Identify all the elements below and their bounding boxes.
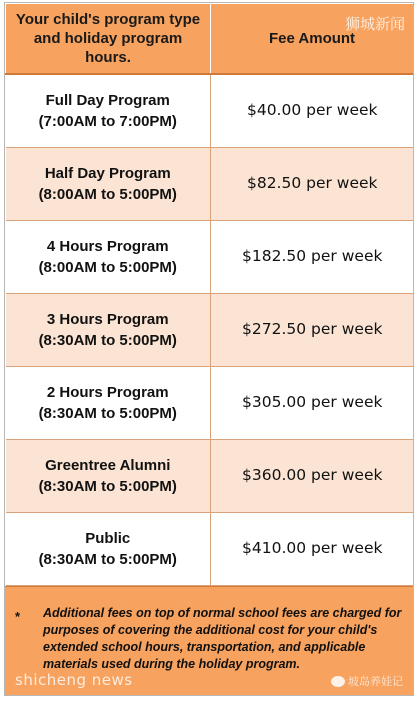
header-fee-amount: Fee Amount (211, 4, 414, 75)
table-row (6, 293, 414, 366)
program-name: Full Day Program (45, 91, 170, 109)
program-name: Public (85, 529, 131, 547)
table-row (6, 439, 414, 512)
program-hours: (8:00AM to 5:00PM) (38, 185, 177, 203)
fee-amount: $182.50 per week (242, 247, 383, 265)
fee-cell (211, 293, 414, 366)
wechat-icon (331, 676, 345, 687)
table-row (6, 512, 414, 585)
program-name: 2 Hours Program (46, 383, 169, 401)
program-cell (6, 512, 211, 585)
table-row (6, 74, 414, 147)
fee-amount: $272.50 per week (242, 320, 383, 338)
program-name: Greentree Alumni (45, 456, 171, 474)
program-name: 4 Hours Program (46, 237, 169, 255)
fee-cell (211, 147, 414, 220)
program-name: 3 Hours Program (46, 310, 169, 328)
fee-amount: $40.00 per week (246, 101, 378, 120)
fee-cell (211, 74, 414, 147)
program-name: Half Day Program (44, 164, 171, 182)
program-hours: (8:30AM to 5:00PM) (38, 477, 177, 495)
program-cell (6, 439, 211, 512)
watermark-bottom-right-text: 坡岛养娃记 (348, 675, 403, 688)
program-hours: (8:30AM to 5:00PM) (38, 404, 177, 422)
fee-table (5, 3, 414, 586)
program-cell (6, 366, 211, 439)
watermark-bottom-right (331, 673, 403, 689)
footnote-marker: * (15, 608, 21, 624)
program-hours: (8:30AM to 5:00PM) (38, 331, 177, 349)
program-hours: (7:00AM to 7:00PM) (38, 112, 177, 130)
fee-table-container (4, 2, 414, 696)
footnote-text: Additional fees on top of normal school fees are charged for purposes of covering the additional cost for your child's extended school hours, transportation, and applicable materials used during the holiday program. (43, 605, 402, 671)
program-cell (6, 147, 211, 220)
watermark-bottom-left: shicheng news (15, 671, 133, 689)
fee-cell (211, 439, 414, 512)
table-row (6, 366, 414, 439)
program-cell (6, 293, 211, 366)
program-cell (6, 220, 211, 293)
fee-cell (211, 366, 414, 439)
table-row (6, 220, 414, 293)
fee-cell (211, 220, 414, 293)
fee-amount: $410.00 per week (242, 539, 383, 557)
watermark-top-right: 狮城新闻 (344, 15, 405, 33)
fee-amount: $360.00 per week (242, 466, 383, 484)
table-row (6, 147, 414, 220)
fee-cell (211, 512, 414, 585)
program-hours: (8:30AM to 5:00PM) (38, 550, 177, 568)
header-program-type: Your child's program type and holiday program hours. (6, 4, 211, 75)
program-cell (6, 74, 211, 147)
fee-amount: $82.50 per week (246, 174, 378, 192)
fee-amount: $305.00 per week (242, 393, 383, 411)
program-hours: (8:00AM to 5:00PM) (38, 258, 177, 276)
